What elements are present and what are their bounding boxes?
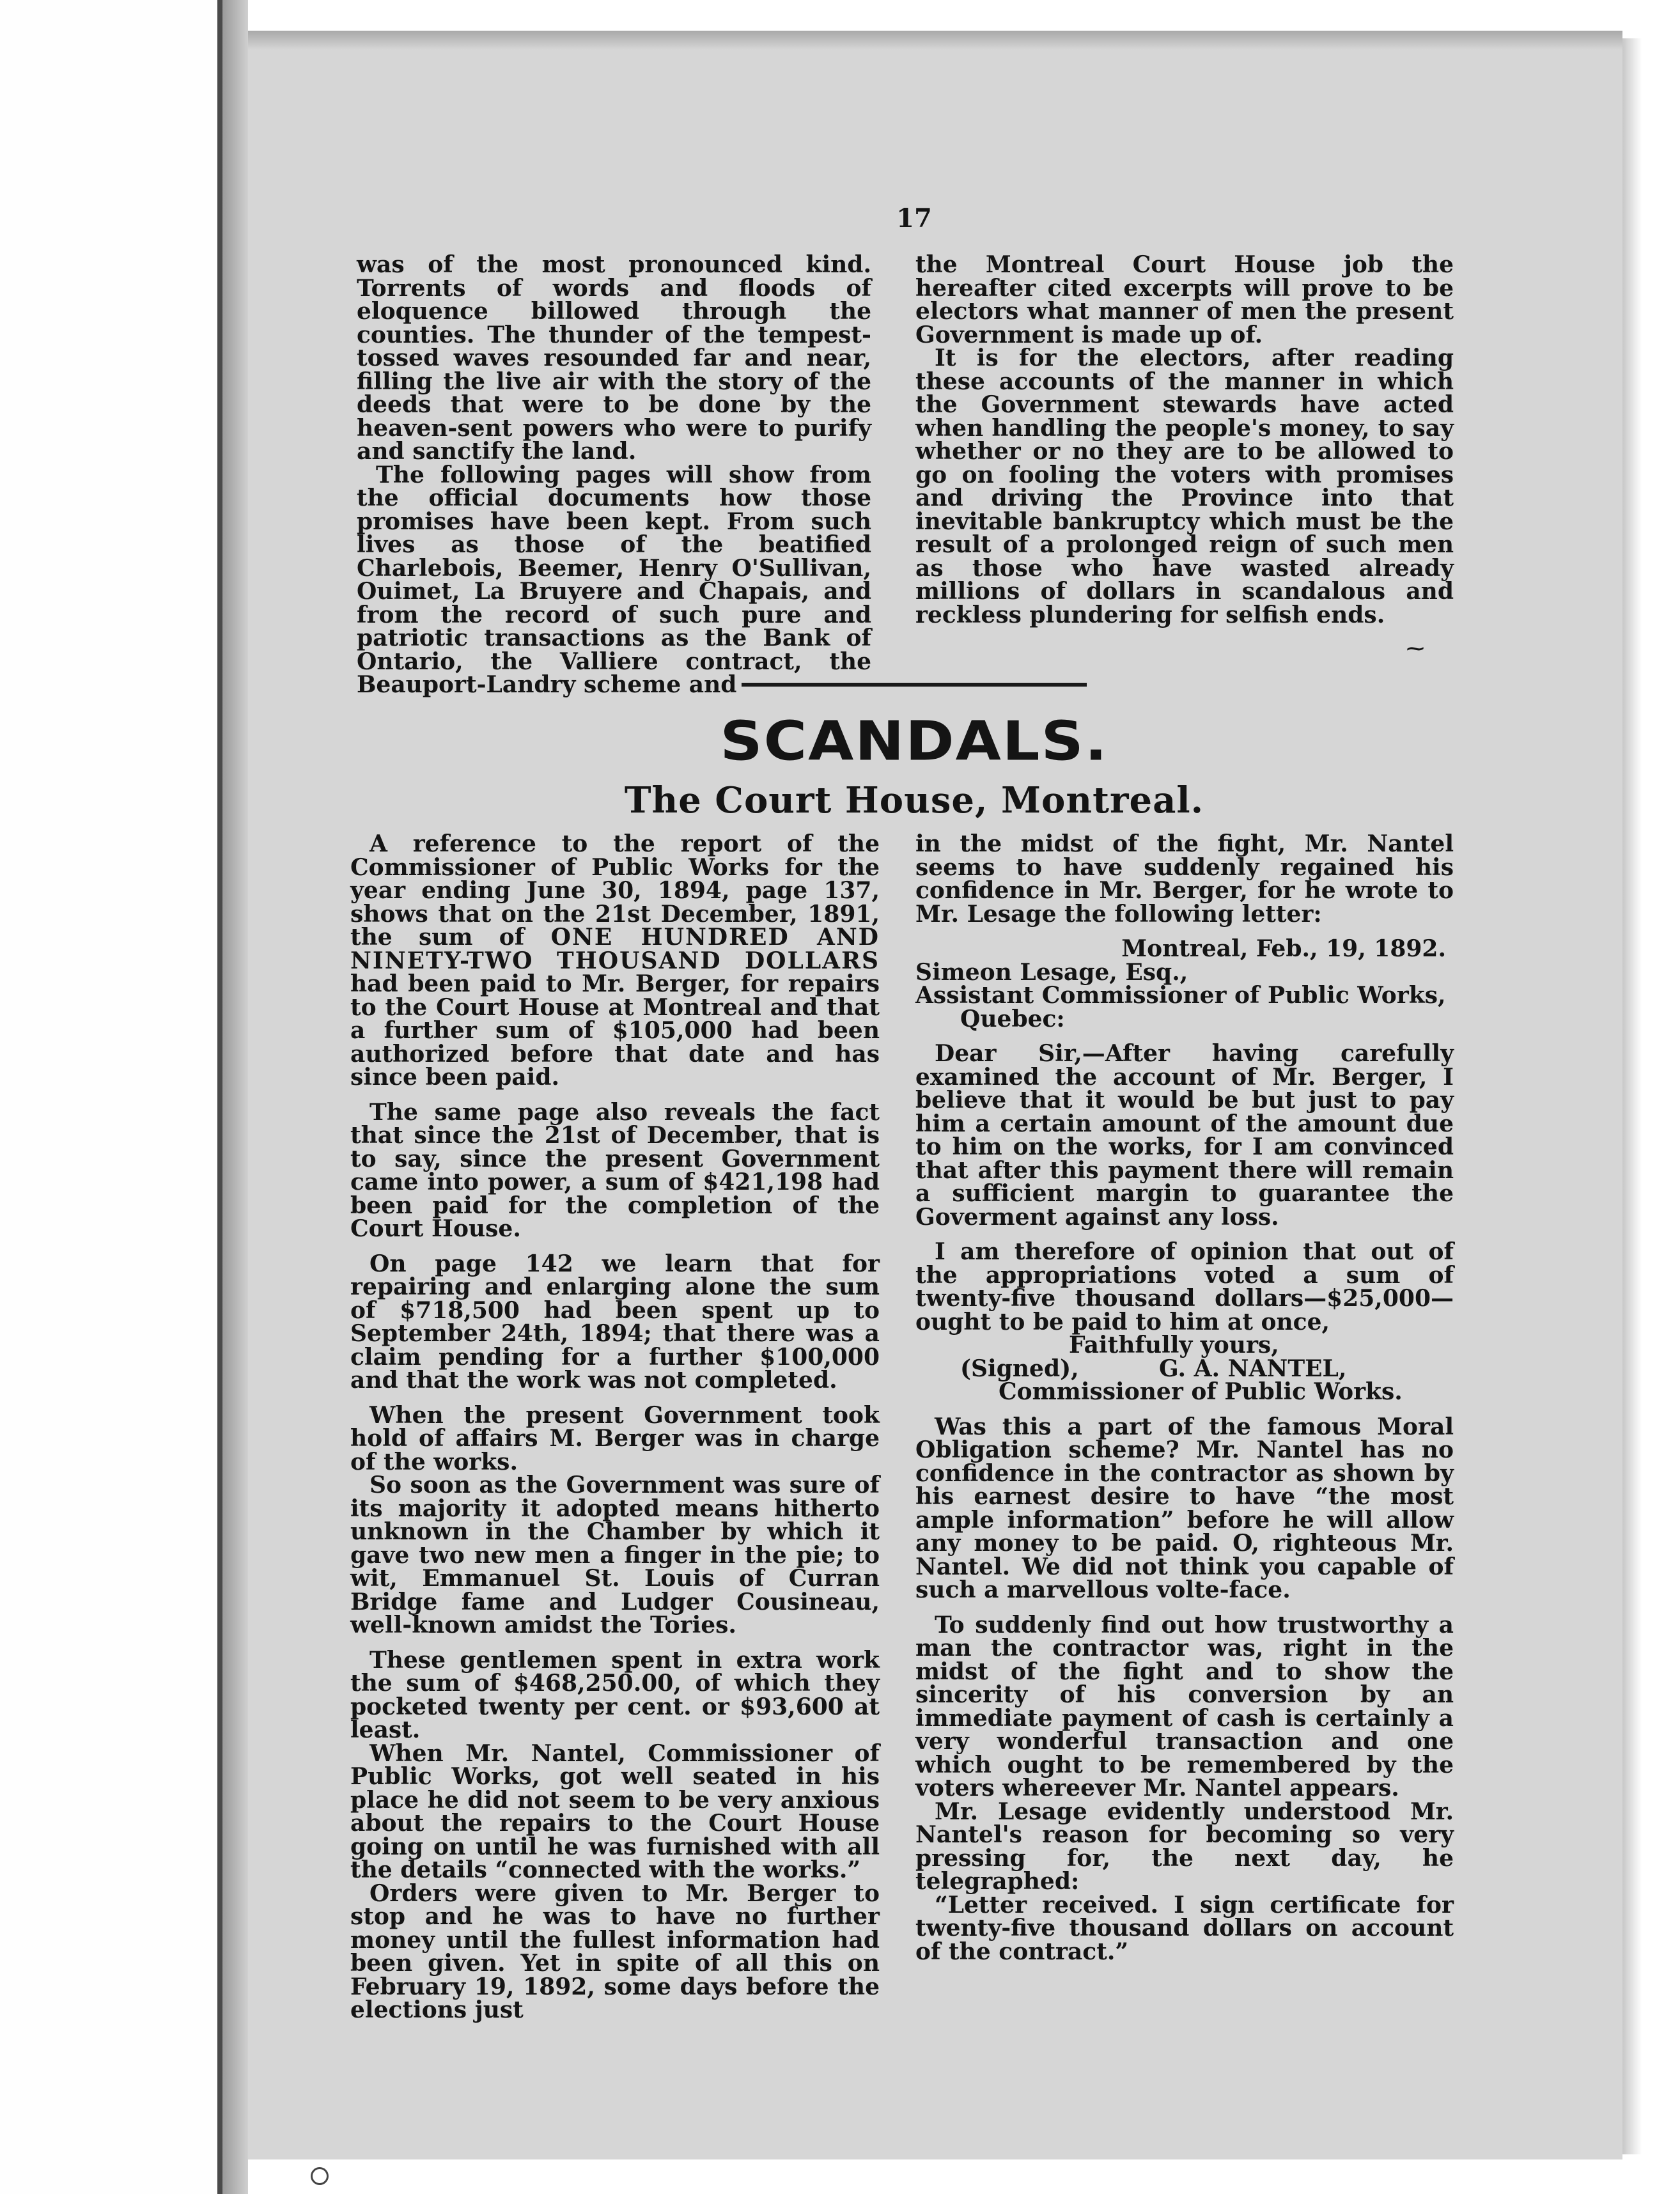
article-paragraph: Mr. Lesage evidently understood Mr. Nantel's reason for becoming so very pressing for, the next day, he telegraphed:: [915, 1798, 1454, 1895]
page-number: 17: [896, 203, 932, 233]
subheadline: The Court House, Montreal.: [624, 779, 1204, 821]
article-paragraph: To suddenly find out how trustworthy a man the contractor was, right in the midst of the fight and to show the sincerity of his conversion by an immediate payment of cash is certainly a very wonderful transaction and one which ought to be remembered by the voters whereever Mr. Nantel appears.: [915, 1611, 1454, 1801]
intro-right-paragraph: It is for the electors, after reading these accounts of the manner in which the Government stewards have acted when handling the people's money, to say whether or no they are to be allowed to go on fooling the voters with promises and driving the Province into that inevitable bankruptcy which must be the result of a prolonged reign of such men as those who have wasted already millions of dollars in scandalous and reckless plundering for selfish ends.: [915, 345, 1454, 628]
article-text: had been paid to Mr. Berger, for repairs to the Court House at Montreal and that a further sum of $105,000 had been authorized before that date and has since been paid.: [350, 970, 880, 1091]
signer-name: G. A. NANTEL,: [1159, 1355, 1347, 1382]
article-paragraph: [350, 832, 880, 1089]
letter-paragraph: Dear Sir,—After having carefully examined the account of Mr. Berger, I believe that it would be but just to pay him a certain amount of the amount due to him on the works, for I am convinced that after this payment there will remain a sufficient margin to guarantee the Goverment against any loss.: [915, 1040, 1454, 1231]
headline: SCANDALS.: [720, 710, 1108, 773]
article-paragraph: When the present Government took hold of affairs M. Berger was in charge of the works.: [350, 1401, 880, 1475]
article-paragraph: The same page also reveals the fact that since the 21st of December, that is to say, since the present Government came into power, a sum of $421,198 had been paid for the completion of the Court House.: [350, 1098, 880, 1242]
letter-addressee: Simeon Lesage, Esq.,: [915, 958, 1188, 986]
intro-left-paragraph: The following pages will show from the official documents how those promises have been kept. From such lives as those of the beatified Charlebois, Beemer, Henry O'Sullivan, Ouimet, La Bruyere and Chapais, and from the record of such pure and patriotic transactions as the Bank of Ontario, the Valliere contract, the Beauport-Landry scheme and: [357, 461, 871, 698]
article-paragraph: Orders were given to Mr. Berger to stop and he was to have no further money until the fullest information had been given. Yet in spite of all this on February 19, 1892, some days before the elections just: [350, 1879, 880, 2023]
letter-closing: Faithfully yours,: [1069, 1332, 1279, 1358]
intro-right-paragraph: the Montreal Court House job the hereafter cited excerpts will prove to be electors what manner of men the present Government is made up of.: [915, 251, 1454, 348]
signer-title: Commissioner of Public Works.: [999, 1378, 1403, 1405]
page-edge: [1622, 38, 1642, 2154]
section-divider-rule: [742, 683, 1087, 687]
letter-addressee: Assistant Commissioner of Public Works,: [915, 982, 1446, 1009]
scan-margin: [0, 0, 217, 2194]
book-binding-edge: [217, 0, 222, 2194]
article-paragraph: When Mr. Nantel, Commissioner of Public Works, got well seated in his place he did not seem to be very anxious about the repairs to the Court House going on until he was furnished with all the details “connected with the works.”: [350, 1739, 880, 1883]
article-paragraph: On page 142 we learn that for repairing and enlarging alone the sum of $718,500 had been spent up to September 24th, 1894; that there was a claim pending for a further $100,000 and that the work was not completed.: [350, 1250, 880, 1394]
article-right-column: [915, 832, 1454, 1963]
article-paragraph: in the midst of the fight, Mr. Nantel seems to have suddenly regained his confidence in Mr. Berger, for he wrote to Mr. Lesage the following letter:: [915, 830, 1454, 928]
signed-label: (Signed),: [960, 1355, 1079, 1382]
section-end-mark: ⁓: [1406, 638, 1424, 659]
letter-signature-line: [915, 1357, 1454, 1381]
binding-shadow: [222, 0, 248, 2194]
letter-dateline: Montreal, Feb., 19, 1892.: [1121, 935, 1446, 962]
article-text: A reference to the report of the Commissioner of Public Works for the year ending June 30, 1894, page 137, shows that on the 21st December, 1891, the sum of: [350, 830, 880, 951]
article-paragraph: These gentlemen spent in extra work the sum of $468,250.00, of which they pocketed twenty per cent. or $93,600 at least.: [350, 1646, 880, 1743]
scan-corner-mark: [311, 2167, 329, 2185]
page-top-shadow: [248, 31, 1622, 50]
emphasized-amount: ONE HUNDRED AND NINETY-TWO THOUSAND DOLLARS: [350, 924, 880, 974]
intro-right-column: [915, 253, 1454, 626]
intro-left-paragraph: was of the most pronounced kind. Torrents of words and floods of eloquence billowed through the counties. The thunder of the tempest-tossed waves resounded far and near, filling the live air with the story of the deeds that were to be done by the heaven-sent powers who were to purify and sanctify the land.: [357, 251, 871, 465]
letter-addressee: Quebec:: [960, 1005, 1065, 1032]
article-paragraph: Was this a part of the famous Moral Obligation scheme? Mr. Nantel has no confidence in the contractor as shown by his earnest desire to have “the most ample information” before he will allow any money to be paid. O, righteous Mr. Nantel. We did not think you capable of such a marvellous volte-face.: [915, 1413, 1454, 1603]
intro-left-column: [357, 253, 871, 697]
article-paragraph: So soon as the Government was sure of its majority it adopted means hitherto unknown in the Chamber by which it gave two new men a finger in the pie; to wit, Emmanuel St. Louis of Curran Bridge fame and Ludger Cousineau, well-known amidst the Tories.: [350, 1472, 880, 1638]
telegram-quote: “Letter received. I sign certificate for twenty-five thousand dollars on account of the contract.”: [915, 1891, 1454, 1965]
article-left-column: [350, 832, 880, 2022]
letter-paragraph: I am therefore of opinion that out of the appropriations voted a sum of twenty-five thousand dollars—$25,000—ought to be paid to him at once,: [915, 1238, 1454, 1335]
